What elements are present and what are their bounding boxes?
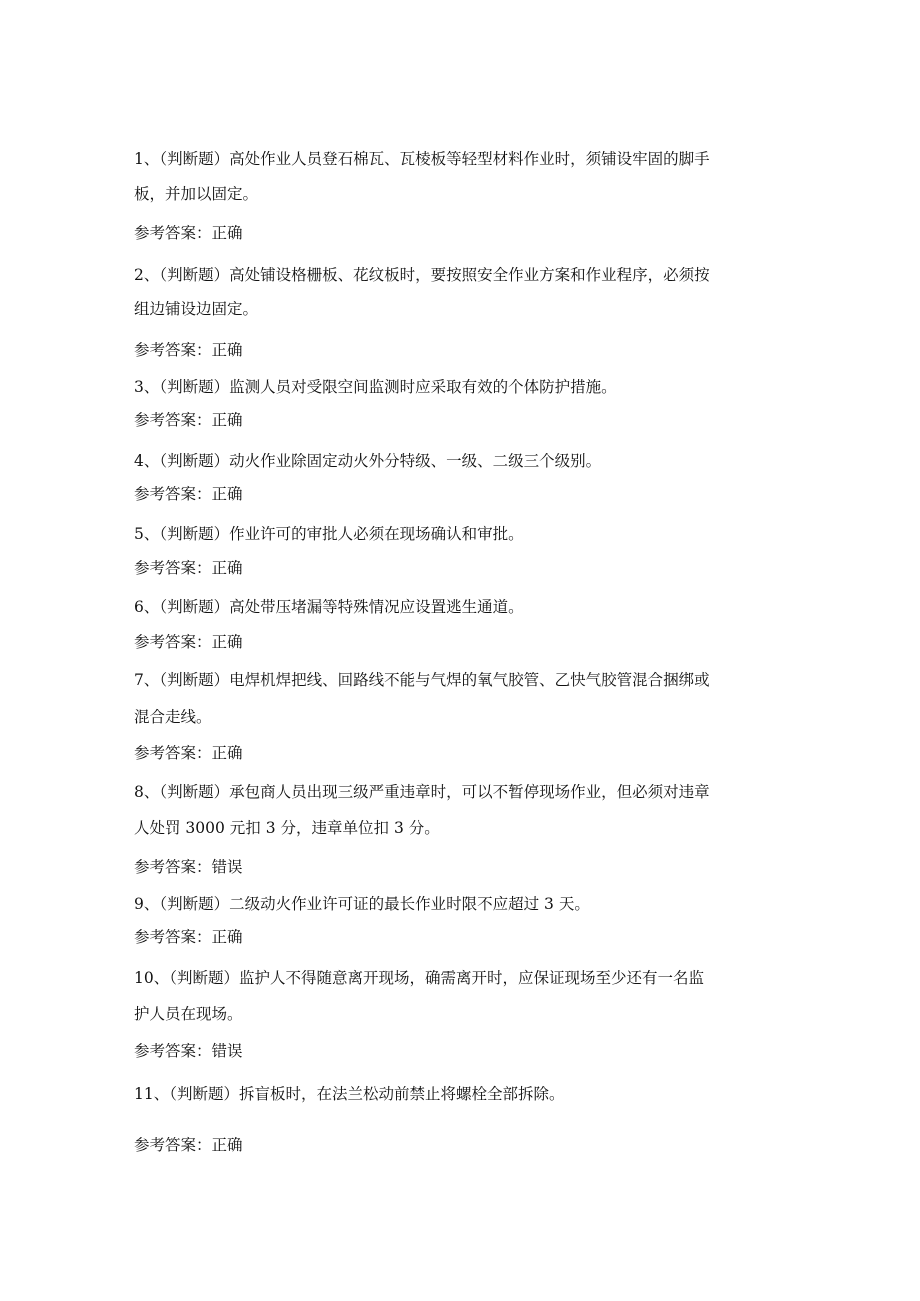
answer-6: 参考答案：正确	[134, 633, 243, 651]
answer-5: 参考答案：正确	[134, 559, 243, 577]
answer-10: 参考答案：错误	[134, 1042, 243, 1060]
answer-3: 参考答案：正确	[134, 411, 243, 429]
answer-4: 参考答案：正确	[134, 485, 243, 503]
question-4-line-1: 4、（判断题）动火作业除固定动火外分特级、一级、二级三个级别。	[134, 452, 602, 470]
question-11-line-1: 11、（判断题）拆盲板时，在法兰松动前禁止将螺栓全部拆除。	[134, 1085, 565, 1103]
question-6-line-1: 6、（判断题）高处带压堵漏等特殊情况应设置逃生通道。	[134, 598, 524, 616]
answer-8: 参考答案：错误	[134, 858, 243, 876]
question-8-line-2: 人处罚 3000 元扣 3 分，违章单位扣 3 分。	[134, 819, 440, 837]
question-1-line-1: 1、（判断题）高处作业人员登石棉瓦、瓦棱板等轻型材料作业时，须铺设牢固的脚手	[134, 150, 710, 168]
answer-9: 参考答案：正确	[134, 928, 243, 946]
answer-7: 参考答案：正确	[134, 744, 243, 762]
question-3-line-1: 3、（判断题）监测人员对受限空间监测时应采取有效的个体防护措施。	[134, 378, 617, 396]
question-2-line-2: 组边铺设边固定。	[134, 300, 259, 318]
question-2-line-1: 2、（判断题）高处铺设格栅板、花纹板时，要按照安全作业方案和作业程序，必须按	[134, 266, 710, 284]
question-7-line-1: 7、（判断题）电焊机焊把线、回路线不能与气焊的氧气胶管、乙快气胶管混合捆绑或	[134, 671, 710, 689]
question-7-line-2: 混合走线。	[134, 708, 212, 726]
question-10-line-1: 10、（判断题）监护人不得随意离开现场，确需离开时，应保证现场至少还有一名监	[134, 969, 704, 987]
question-5-line-1: 5、（判断题）作业许可的审批人必须在现场确认和审批。	[134, 525, 524, 543]
answer-11: 参考答案：正确	[134, 1136, 243, 1154]
question-10-line-2: 护人员在现场。	[134, 1005, 243, 1023]
question-8-line-1: 8、（判断题）承包商人员出现三级严重违章时，可以不暂停现场作业，但必须对违章	[134, 783, 710, 801]
question-1-line-2: 板，并加以固定。	[134, 185, 259, 203]
answer-1: 参考答案：正确	[134, 224, 243, 242]
question-9-line-1: 9、（判断题）二级动火作业许可证的最长作业时限不应超过 3 天。	[134, 895, 590, 913]
answer-2: 参考答案：正确	[134, 341, 243, 359]
